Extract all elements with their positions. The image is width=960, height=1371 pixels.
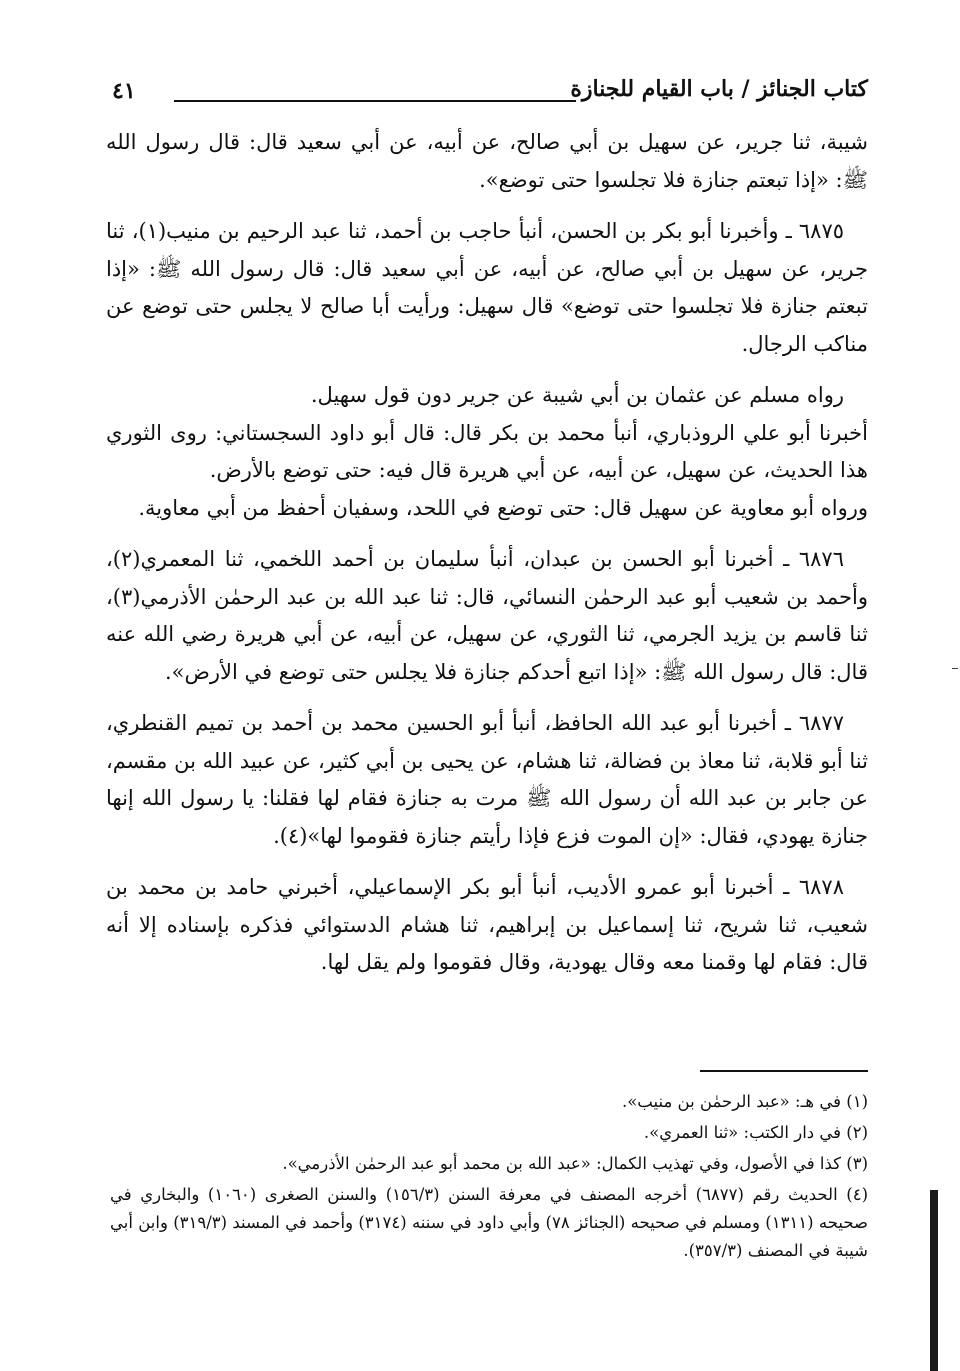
footnotes bbox=[110, 1088, 868, 1268]
footnote-2: (٢) في دار الكتب: «ثنا العمري». bbox=[643, 1123, 868, 1142]
hadith-6878: ٦٨٧٨ ـ أخبرنا أبو عمرو الأديب، أنبأ أبو بكر الإسماعيلي، أخبرني حامد بن محمد بن شعيب، ثنا شريح، ثنا إسماعيل بن إبراهيم، ثنا هشام الدستوائي فذكره بإسناده إلا أنه قال: فقام لها وقمنا معه وقال يهودية، وقال فقوموا ولم يقل لها. bbox=[106, 875, 868, 974]
paragraph-continuation: شيبة، ثنا جرير، عن سهيل بن أبي صالح، عن أبيه، عن أبي سعيد قال: قال رسول الله ﷺ: «إذا تبعتم جنازة فلا تجلسوا حتى توضع». bbox=[106, 130, 868, 192]
scan-edge-mark bbox=[952, 668, 958, 669]
hadith-6875: ٦٨٧٥ ـ وأخبرنا أبو بكر بن الحسن، أنبأ حاجب بن أحمد، ثنا عبد الرحيم بن منيب(١)، ثنا جرير، عن سهيل بن أبي صالح، عن أبيه، عن أبي سعيد قال: قال رسول الله ﷺ: «إذا تبعتم جنازة فلا تجلسوا حتى توضع» قال سهيل: ورأيت أبا صالح لا يجلس حتى توضع عن مناكب الرجال. bbox=[106, 219, 868, 356]
binding-shadow bbox=[930, 1190, 938, 1371]
hadith-6877: ٦٨٧٧ ـ أخبرنا أبو عبد الله الحافظ، أنبأ أبو الحسين محمد بن أحمد بن تميم القنطري، ثنا أبو قلابة، ثنا معاذ بن فضالة، ثنا هشام، عن يحيى بن أبي كثير، عن عبيد الله بن مقسم، عن جابر بن عبد الله أن رسول الله ﷺ مرت به جنازة فقام لها فقلنا: يا رسول الله إنها جنازة يهودي، فقال: «إن الموت فزع فإذا رأيتم جنازة فقوموا لها»(٤). bbox=[106, 711, 868, 848]
main-text bbox=[106, 124, 868, 996]
header-rule bbox=[174, 100, 576, 102]
running-header-title: كتاب الجنائز / باب القيام للجنازة bbox=[570, 76, 868, 102]
hadith-6876: ٦٨٧٦ ـ أخبرنا أبو الحسن بن عبدان، أنبأ سليمان بن أحمد اللخمي، ثنا المعمري(٢)، وأحمد بن شعيب أبو عبد الرحمٰن النسائي، قال: ثنا عبد الله بن عبد الرحمٰن الأذرمي(٣)، ثنا قاسم بن يزيد الجرمي، ثنا الثوري، عن سهيل، عن أبيه، عن أبي هريرة رضي الله عنه قال: قال رسول الله ﷺ: «إذا اتبع أحدكم جنازة فلا يجلس حتى توضع في الأرض». bbox=[106, 547, 868, 684]
paragraph-abu-muawiya: ورواه أبو معاوية عن سهيل قال: حتى توضع في اللحد، وسفيان أحفظ من أبي معاوية. bbox=[138, 495, 868, 520]
footnote-4: (٤) الحديث رقم (٦٨٧٧) أخرجه المصنف في معرفة السنن (١٥٦/٣) والسنن الصغرى (١٠٦٠) والبخاري في صحيحه (١٣١١) ومسلم في صحيحه (الجنائز ٧٨) وأبي داود في سننه (٣١٧٤) وأحمد في المسند (٣١٩/٣) وابن أبي شيبة في المصنف (٣٥٧/٣). bbox=[110, 1185, 869, 1260]
footnote-separator bbox=[700, 1070, 868, 1072]
running-header bbox=[112, 74, 868, 114]
footnote-1: (١) في هـ: «عبد الرحمٰن بن منيب». bbox=[621, 1092, 868, 1111]
page-number: ٤١ bbox=[112, 78, 136, 104]
paragraph-abu-dawud: أخبرنا أبو علي الروذباري، أنبأ محمد بن بكر قال: قال أبو داود السجستاني: روى الثوري هذا الحديث، عن سهيل، عن أبيه، عن أبي هريرة قال فيه: حتى توضع بالأرض. bbox=[106, 420, 868, 482]
paragraph-riwaya-muslim: رواه مسلم عن عثمان بن أبي شيبة عن جرير دون قول سهيل. bbox=[310, 383, 844, 407]
footnote-3: (٣) كذا في الأصول، وفي تهذيب الكمال: «عبد الله بن محمد أبو عبد الرحمٰن الأذرمي». bbox=[282, 1154, 868, 1173]
